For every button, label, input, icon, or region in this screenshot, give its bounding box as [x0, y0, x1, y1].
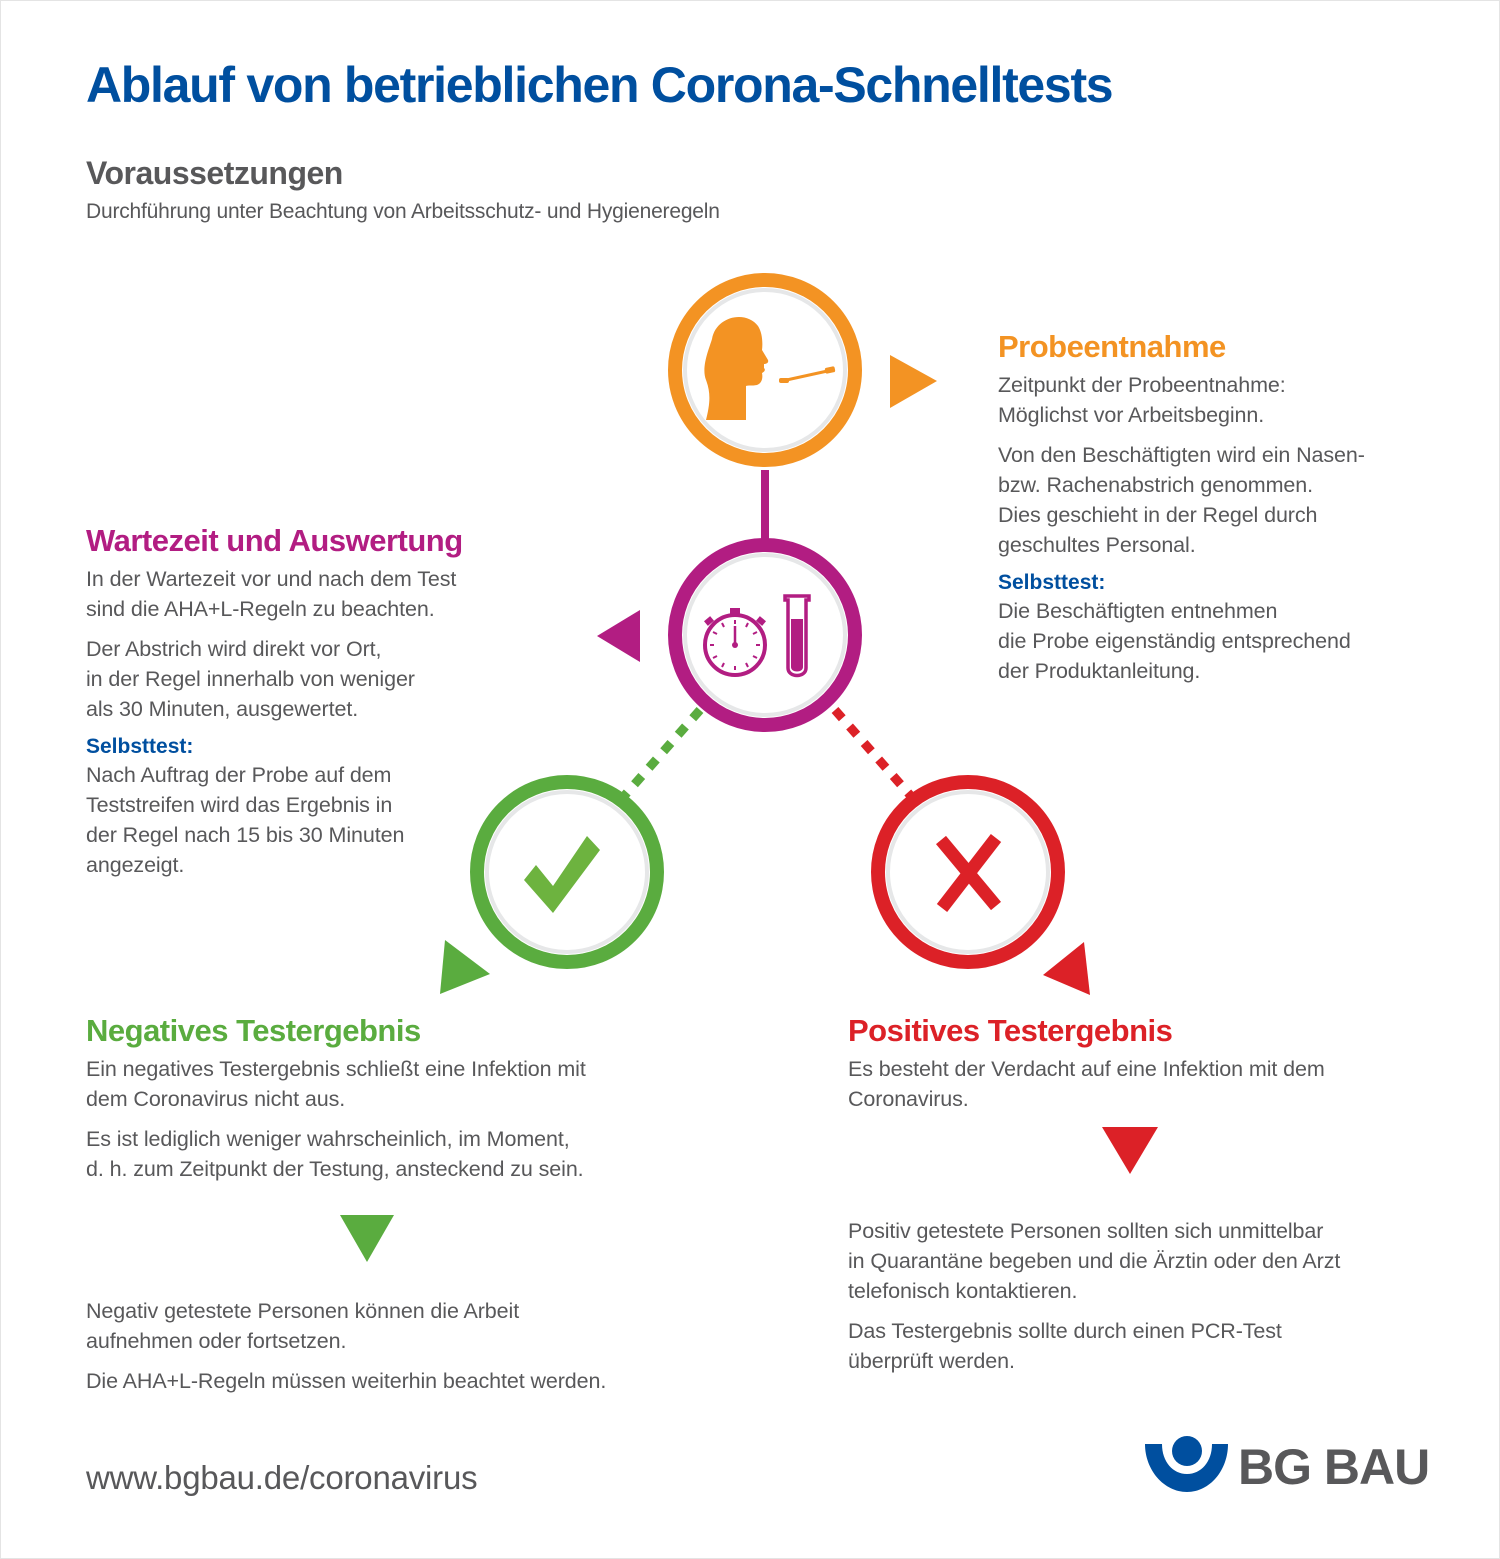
negativ-arrow-spacer	[86, 1184, 706, 1296]
negativ-text-2: Es ist lediglich weniger wahrscheinlich, im Moment, d. h. zum Zeitpunkt der Testung, ansteckend zu sein.	[86, 1127, 584, 1181]
positiv-section	[848, 1012, 1428, 1376]
probeentnahme-node	[675, 280, 855, 460]
positiv-heading: Positives Testergebnis	[848, 1013, 1173, 1048]
negativ-after-text-1: Negativ getestete Personen können die Arbeit aufnehmen oder fortsetzen.	[86, 1299, 520, 1353]
bg-bau-logo	[1142, 1434, 1430, 1504]
prerequisites-text: Durchführung unter Beachtung von Arbeitsschutz- und Hygieneregeln	[86, 200, 720, 223]
footer-url-link[interactable]: www.bgbau.de/coronavirus	[86, 1459, 478, 1496]
negativ-section	[86, 1012, 706, 1396]
wartezeit-text-1: In der Wartezeit vor und nach dem Test sind die AHA+L-Regeln zu beachten.	[86, 567, 457, 621]
wartezeit-selftest-text: Nach Auftrag der Probe auf dem Teststreifen wird das Ergebnis in der Regel nach 15 bis 30 Minuten angezeigt.	[86, 763, 405, 877]
probeentnahme-selftest-text: Die Beschäftigten entnehmen die Probe eigenständig entsprechend der Produktanleitung.	[998, 599, 1351, 683]
probeentnahme-selftest-label: Selbsttest:	[998, 571, 1106, 594]
negativ-after-text-2: Die AHA+L-Regeln müssen weiterhin beachtet werden.	[86, 1369, 607, 1393]
bg-bau-logo-text: BG BAU	[1238, 1439, 1430, 1495]
positiv-node	[878, 782, 1058, 962]
wartezeit-text-2: Der Abstrich wird direkt vor Ort, in der Regel innerhalb von weniger als 30 Minuten, ausgewertet.	[86, 637, 415, 721]
positiv-text-1: Es besteht der Verdacht auf eine Infektion mit dem Coronavirus.	[848, 1057, 1325, 1111]
probeentnahme-text-1: Zeitpunkt der Probeentnahme: Möglichst vor Arbeitsbeginn.	[998, 373, 1286, 427]
positiv-after-text-1: Positiv getestete Personen sollten sich unmittelbar in Quarantäne begeben und die Ärztin oder den Arzt telefonisch kontaktieren.	[848, 1219, 1341, 1303]
wartezeit-selftest-label: Selbsttest:	[86, 735, 194, 758]
wartezeit-section	[86, 522, 506, 880]
negativ-text-1: Ein negatives Testergebnis schließt eine Infektion mit dem Coronavirus nicht aus.	[86, 1057, 586, 1111]
probeentnahme-section	[998, 328, 1428, 686]
positiv-arrow-spacer	[848, 1114, 1428, 1216]
probeentnahme-text-2: Von den Beschäftigten wird ein Nasen- bzw. Rachenabstrich genommen. Dies geschieht in der Regel durch geschultes Personal.	[998, 443, 1365, 557]
page-title: Ablauf von betrieblichen Corona-Schnelltests	[86, 57, 1113, 113]
wartezeit-node	[675, 545, 855, 725]
wartezeit-heading: Wartezeit und Auswertung	[86, 523, 463, 558]
negativ-heading: Negatives Testergebnis	[86, 1013, 421, 1048]
prerequisites-heading: Voraussetzungen	[86, 155, 343, 191]
probeentnahme-heading: Probeentnahme	[998, 329, 1226, 364]
positiv-after-text-2: Das Testergebnis sollte durch einen PCR-Test überprüft werden.	[848, 1319, 1282, 1373]
bg-bau-logo-icon	[1142, 1434, 1232, 1504]
